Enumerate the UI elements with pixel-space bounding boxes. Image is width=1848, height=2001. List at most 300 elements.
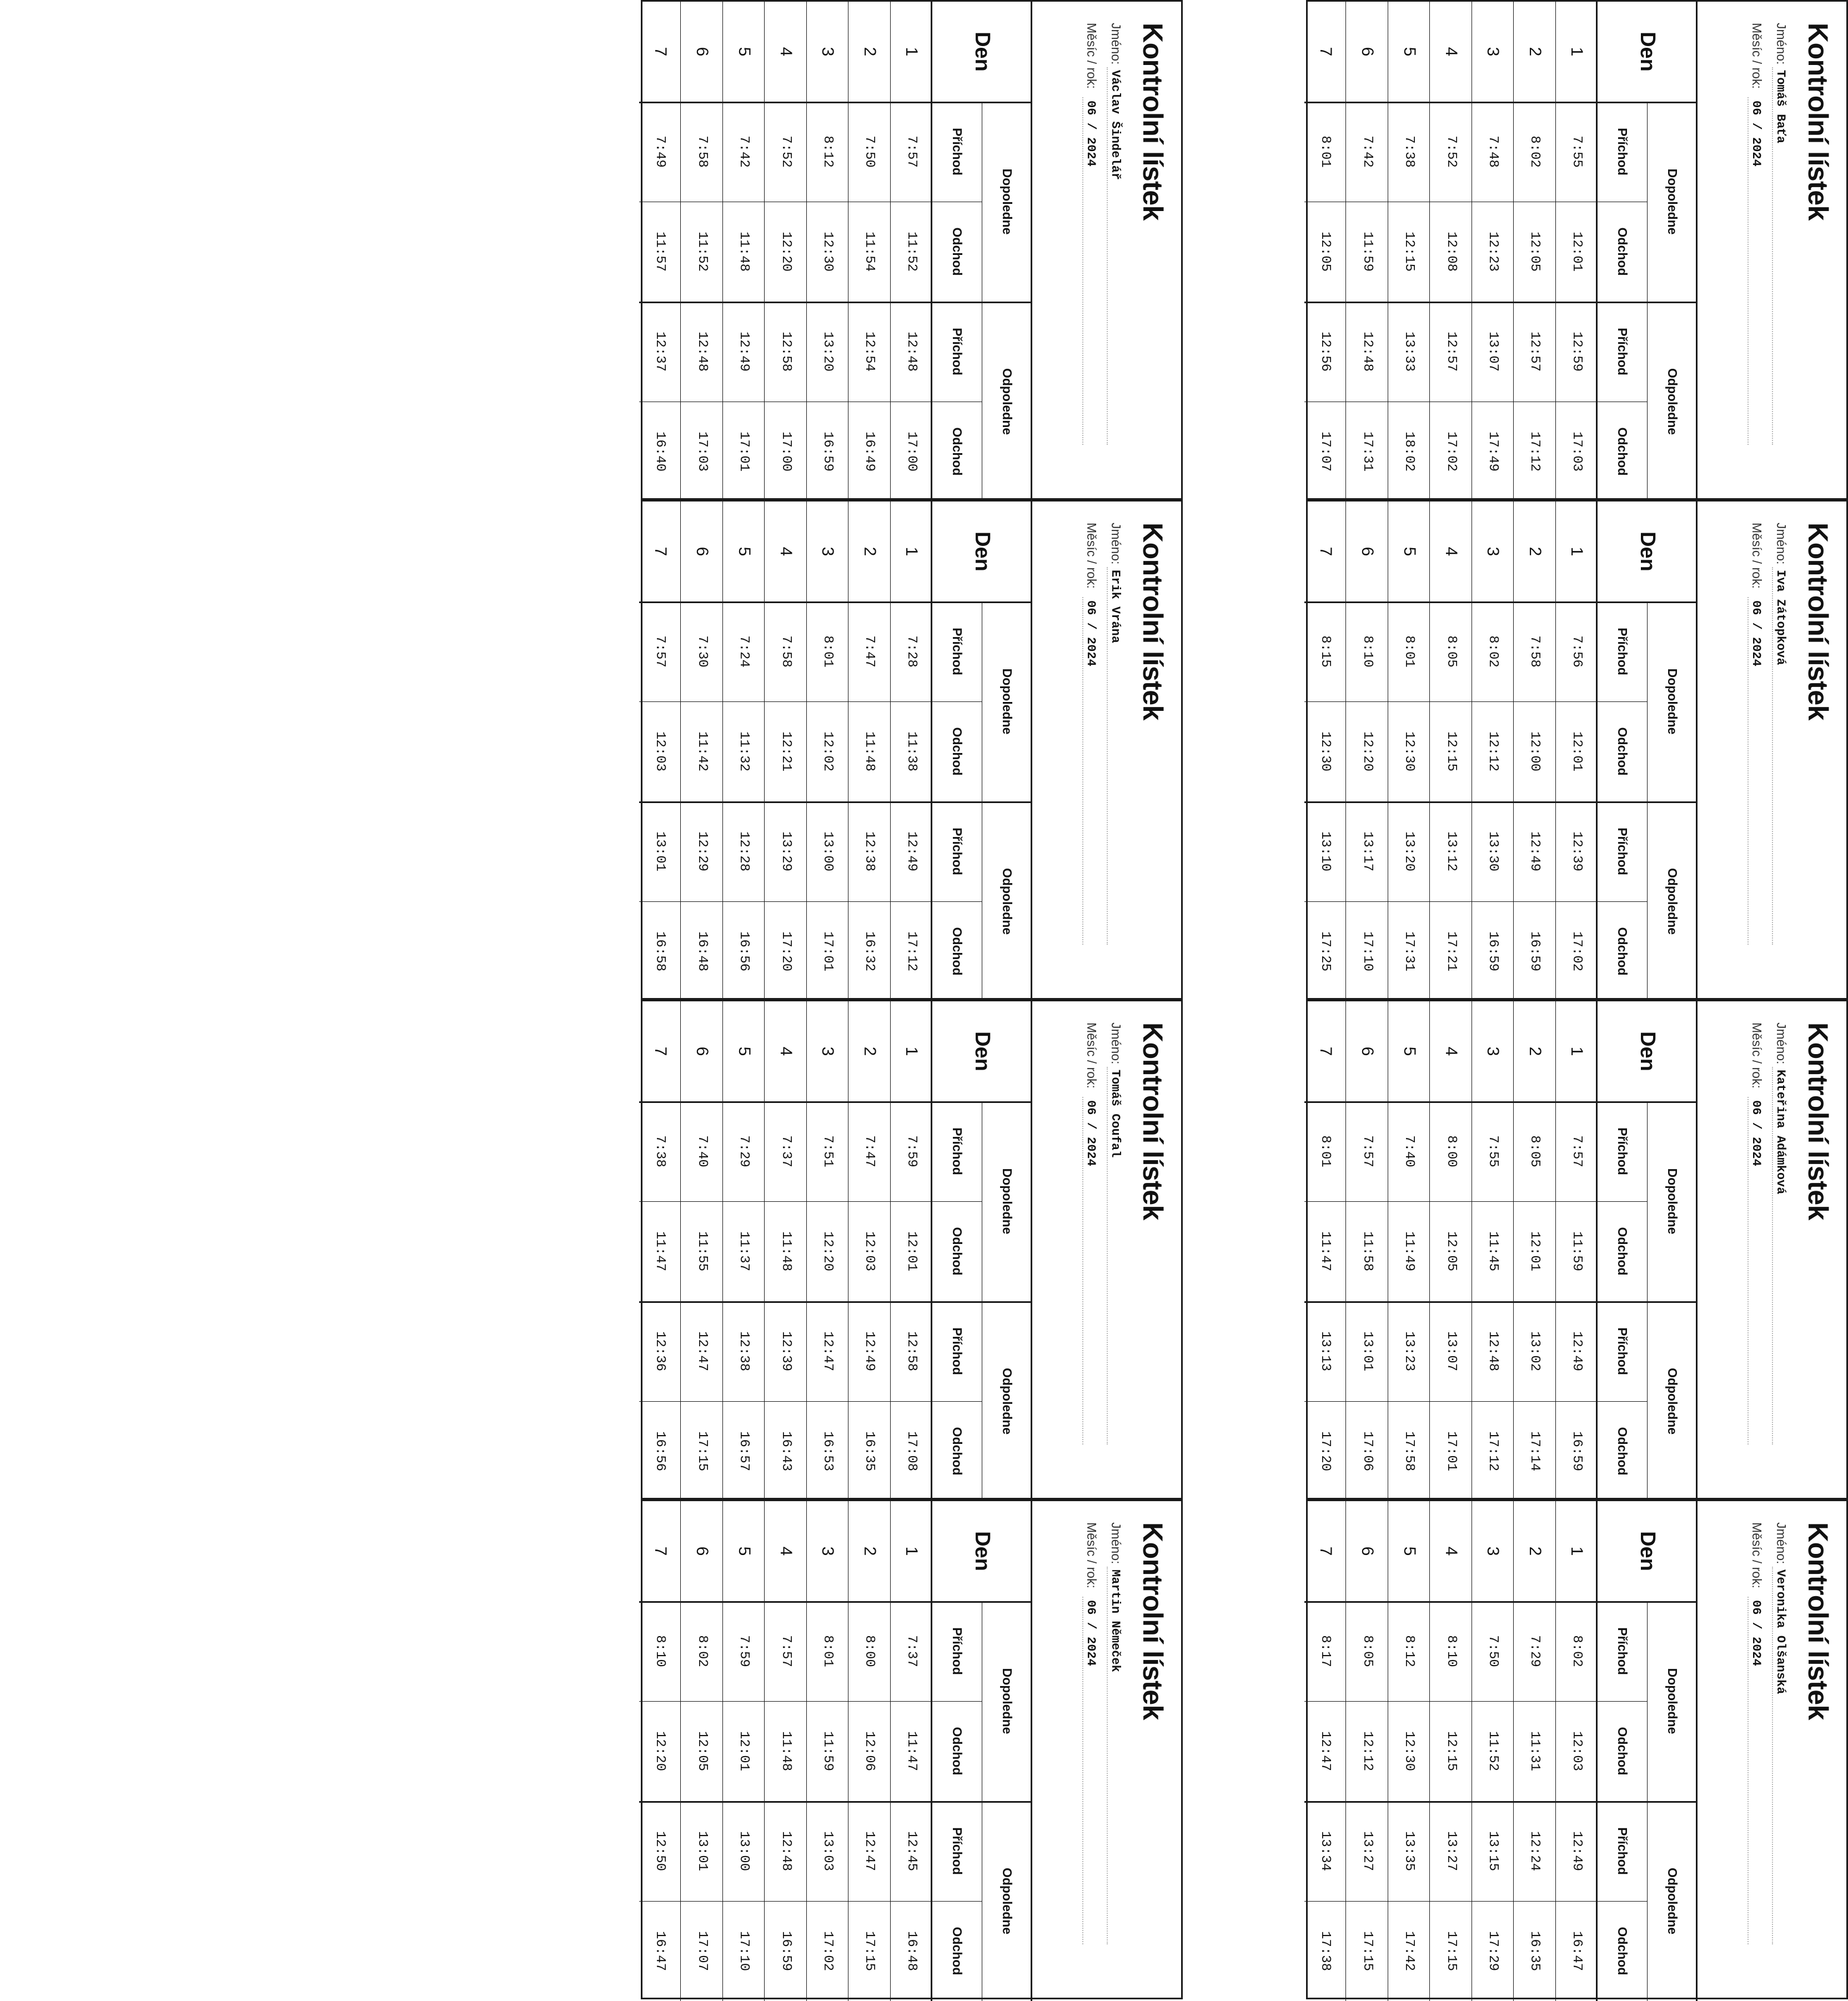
day-number: 4	[1442, 1546, 1461, 1556]
time-cell: 12:23	[1485, 231, 1500, 272]
time-cell: 12:57	[1443, 331, 1459, 372]
time-cell: 17:21	[1443, 931, 1459, 971]
time-cell: 11:52	[1485, 1731, 1500, 1771]
name-row	[1108, 1522, 1123, 1672]
time-cell: 11:48	[778, 1231, 794, 1271]
day-number: 3	[1484, 1046, 1503, 1056]
time-cell: 16:59	[820, 431, 835, 472]
name-row	[1774, 23, 1789, 144]
day-number: 2	[1525, 1046, 1544, 1056]
month-value: 06 / 2024	[1749, 101, 1763, 167]
month-label: Měsíc / rok:	[1084, 1522, 1099, 1588]
time-cell: 17:01	[736, 431, 752, 472]
day-number: 1	[1568, 546, 1586, 556]
time-cell: 16:58	[652, 931, 668, 971]
month-underline	[1747, 1597, 1749, 1944]
day-number: 5	[1400, 1546, 1419, 1556]
time-cell: 12:30	[820, 231, 835, 272]
name-row	[1108, 523, 1123, 644]
time-cell: 17:02	[1569, 931, 1584, 971]
time-cell: 17:38	[1318, 1930, 1333, 1971]
afternoon-arrival-header: Příchod	[1615, 1327, 1630, 1375]
morning-departure-header: Odchod	[950, 1727, 965, 1776]
day-header: Den	[1636, 32, 1660, 72]
time-cell: 12:01	[1569, 731, 1584, 771]
time-cell: 7:30	[694, 635, 710, 668]
time-cell: 12:47	[1318, 1731, 1333, 1771]
day-number: 2	[860, 1546, 879, 1556]
time-cell: 7:52	[1443, 136, 1459, 168]
time-cell: 12:29	[694, 831, 710, 871]
time-cell: 12:48	[1359, 331, 1375, 372]
card-frame	[1306, 1000, 1848, 1500]
time-cell: 13:27	[1359, 1831, 1375, 1871]
time-cell: 7:57	[778, 1635, 794, 1667]
attendance-table	[639, 1001, 1032, 1501]
card-title: Kontrolní lístek	[1802, 1522, 1834, 1720]
time-cell: 8:05	[1527, 1135, 1543, 1167]
morning-arrival-header: Příchod	[950, 1627, 965, 1675]
day-number: 3	[1484, 1546, 1503, 1556]
afternoon-header: Odpoledne	[1000, 1367, 1015, 1435]
time-cell: 16:32	[862, 931, 877, 971]
time-cell: 8:02	[1527, 136, 1543, 168]
time-cell: 11:38	[903, 731, 919, 771]
name-row	[1108, 1022, 1123, 1158]
day-header: Den	[971, 1531, 995, 1571]
time-cell: 13:00	[736, 1831, 752, 1871]
month-label: Měsíc / rok:	[1750, 1522, 1764, 1588]
time-cell: 13:20	[1402, 831, 1417, 871]
name-label: Jméno:	[1774, 23, 1789, 65]
month-underline	[1082, 597, 1083, 945]
morning-departure-header: Odchod	[950, 727, 965, 776]
time-cell: 7:48	[1485, 136, 1500, 168]
time-cell: 12:49	[1527, 831, 1543, 871]
attendance-table	[1304, 501, 1698, 1001]
control-card	[641, 500, 1183, 1000]
card-frame	[641, 0, 1183, 500]
time-cell: 12:30	[1402, 1731, 1417, 1771]
time-cell: 13:00	[820, 831, 835, 871]
day-number: 7	[1316, 1046, 1335, 1056]
attendance-table	[639, 501, 1032, 1001]
day-number: 1	[902, 1046, 921, 1056]
day-number: 5	[735, 546, 754, 556]
time-cell: 17:12	[1527, 431, 1543, 472]
month-value: 06 / 2024	[1084, 1100, 1098, 1166]
time-cell: 16:49	[862, 431, 877, 472]
time-cell: 12:39	[1569, 831, 1584, 871]
morning-departure-header: Odchod	[1615, 227, 1630, 276]
time-cell: 7:47	[862, 635, 877, 668]
time-cell: 8:10	[652, 1635, 668, 1667]
time-cell: 17:01	[1443, 1431, 1459, 1471]
time-cell: 12:12	[1359, 1731, 1375, 1771]
time-cell: 12:58	[903, 1331, 919, 1371]
time-cell: 13:20	[820, 331, 835, 372]
time-cell: 7:50	[1485, 1635, 1500, 1667]
time-cell: 12:20	[652, 1731, 668, 1771]
day-number: 6	[693, 47, 712, 57]
time-cell: 16:53	[820, 1431, 835, 1471]
name-row	[1774, 523, 1789, 665]
time-cell: 17:07	[1318, 431, 1333, 472]
time-cell: 16:35	[1527, 1930, 1543, 1971]
time-cell: 12:36	[652, 1331, 668, 1371]
day-number: 7	[651, 47, 670, 57]
time-cell: 17:07	[694, 1930, 710, 1971]
time-cell: 12:30	[1318, 731, 1333, 771]
day-number: 6	[693, 1546, 712, 1556]
time-cell: 16:43	[778, 1431, 794, 1471]
time-cell: 13:17	[1359, 831, 1375, 871]
time-cell: 7:59	[736, 1635, 752, 1667]
name-value: Iva Zátopková	[1774, 570, 1787, 665]
time-cell: 12:58	[778, 331, 794, 372]
morning-header: Dopoledne	[1000, 1168, 1015, 1235]
time-cell: 12:20	[820, 1231, 835, 1271]
month-underline	[1747, 1097, 1749, 1445]
day-header: Den	[1636, 531, 1660, 571]
time-cell: 16:59	[778, 1930, 794, 1971]
day-number: 7	[651, 546, 670, 556]
time-cell: 7:50	[862, 136, 877, 168]
time-cell: 12:01	[1569, 231, 1584, 272]
day-number: 6	[1358, 546, 1377, 556]
time-cell: 16:35	[862, 1431, 877, 1471]
time-cell: 17:25	[1318, 931, 1333, 971]
name-underline	[1107, 567, 1108, 945]
time-cell: 12:49	[903, 831, 919, 871]
day-number: 6	[1358, 1046, 1377, 1056]
day-number: 7	[1316, 546, 1335, 556]
time-cell: 7:49	[652, 136, 668, 168]
time-cell: 13:07	[1485, 331, 1500, 372]
month-underline	[1082, 97, 1083, 445]
control-card	[641, 1000, 1183, 1500]
time-cell: 17:15	[1359, 1930, 1375, 1971]
time-cell: 7:38	[652, 1135, 668, 1167]
day-number: 1	[1568, 47, 1586, 57]
day-number: 6	[1358, 1546, 1377, 1556]
time-cell: 17:15	[862, 1930, 877, 1971]
time-cell: 16:59	[1485, 931, 1500, 971]
month-value: 06 / 2024	[1749, 1100, 1763, 1166]
control-card	[1306, 1500, 1848, 1999]
name-label: Jméno:	[1774, 1522, 1789, 1564]
time-cell: 8:00	[862, 1635, 877, 1667]
day-number: 3	[818, 546, 837, 556]
time-cell: 11:47	[903, 1731, 919, 1771]
day-number: 3	[818, 47, 837, 57]
time-cell: 12:03	[1569, 1731, 1584, 1771]
afternoon-departure-header: Odchod	[1615, 1427, 1630, 1476]
card-title: Kontrolní lístek	[1137, 523, 1168, 720]
time-cell: 11:52	[903, 231, 919, 272]
time-cell: 12:47	[694, 1331, 710, 1371]
time-cell: 12:59	[1569, 331, 1584, 372]
time-cell: 7:52	[778, 136, 794, 168]
card-frame	[641, 1500, 1183, 1999]
day-number: 3	[1484, 47, 1503, 57]
name-row	[1108, 23, 1123, 180]
afternoon-departure-header: Odchod	[950, 1427, 965, 1476]
card-title: Kontrolní lístek	[1802, 523, 1834, 720]
time-cell: 17:02	[1443, 431, 1459, 472]
month-value: 06 / 2024	[1749, 1600, 1763, 1666]
time-cell: 12:30	[1402, 731, 1417, 771]
card-header	[1698, 501, 1846, 1001]
time-cell: 12:49	[736, 331, 752, 372]
time-cell: 11:32	[736, 731, 752, 771]
card-frame	[1306, 0, 1848, 500]
time-cell: 13:29	[778, 831, 794, 871]
month-value: 06 / 2024	[1749, 600, 1763, 666]
day-number: 1	[902, 47, 921, 57]
morning-departure-header: Odchod	[1615, 727, 1630, 776]
name-row	[1774, 1022, 1789, 1195]
time-cell: 12:12	[1485, 731, 1500, 771]
time-cell: 8:05	[1443, 635, 1459, 668]
month-row	[1749, 1022, 1764, 1166]
time-cell: 12:57	[1527, 331, 1543, 372]
afternoon-header: Odpoledne	[1000, 1867, 1015, 1935]
afternoon-departure-header: Odchod	[1615, 1927, 1630, 1975]
time-cell: 12:49	[1569, 1831, 1584, 1871]
time-cell: 8:01	[1402, 635, 1417, 668]
time-cell: 7:57	[1359, 1135, 1375, 1167]
card-frame	[641, 1000, 1183, 1500]
month-row	[1084, 523, 1099, 666]
time-cell: 12:54	[862, 331, 877, 372]
time-cell: 12:50	[652, 1831, 668, 1871]
time-cell: 12:47	[820, 1331, 835, 1371]
day-number: 5	[735, 1046, 754, 1056]
afternoon-departure-header: Odchod	[1615, 427, 1630, 476]
time-cell: 7:29	[1527, 1635, 1543, 1667]
time-cell: 12:38	[736, 1331, 752, 1371]
day-number: 2	[1525, 546, 1544, 556]
card-title: Kontrolní lístek	[1137, 1522, 1168, 1720]
afternoon-arrival-header: Příchod	[950, 1327, 965, 1375]
time-cell: 8:01	[1318, 136, 1333, 168]
time-cell: 8:17	[1318, 1635, 1333, 1667]
time-cell: 12:08	[1443, 231, 1459, 272]
day-number: 4	[777, 1546, 796, 1556]
time-cell: 17:00	[778, 431, 794, 472]
time-cell: 7:42	[736, 136, 752, 168]
morning-header: Dopoledne	[1665, 168, 1680, 235]
day-number: 5	[735, 1546, 754, 1556]
time-cell: 7:57	[1569, 1135, 1584, 1167]
name-underline	[1107, 67, 1108, 445]
time-cell: 7:40	[694, 1135, 710, 1167]
time-cell: 12:01	[736, 1731, 752, 1771]
day-number: 1	[1568, 1046, 1586, 1056]
morning-departure-header: Odchod	[950, 1227, 965, 1276]
time-cell: 12:15	[1443, 731, 1459, 771]
time-cell: 7:47	[862, 1135, 877, 1167]
time-cell: 12:49	[1569, 1331, 1584, 1371]
name-label: Jméno:	[1109, 523, 1123, 565]
day-number: 2	[860, 47, 879, 57]
time-cell: 17:15	[694, 1431, 710, 1471]
time-cell: 12:15	[1443, 1731, 1459, 1771]
time-cell: 11:59	[1359, 231, 1375, 272]
afternoon-header: Odpoledne	[1665, 1867, 1680, 1935]
time-cell: 17:00	[903, 431, 919, 472]
time-cell: 7:55	[1485, 1135, 1500, 1167]
afternoon-arrival-header: Příchod	[950, 1827, 965, 1875]
time-cell: 13:33	[1402, 331, 1417, 372]
time-cell: 17:12	[903, 931, 919, 971]
time-cell: 12:38	[862, 831, 877, 871]
time-cell: 11:54	[862, 231, 877, 272]
time-cell: 7:57	[652, 635, 668, 668]
day-header: Den	[971, 531, 995, 571]
time-cell: 12:02	[820, 731, 835, 771]
time-cell: 13:01	[652, 831, 668, 871]
card-frame	[1306, 500, 1848, 1000]
day-number: 5	[735, 47, 754, 57]
time-cell: 17:14	[1527, 1431, 1543, 1471]
time-cell: 16:40	[652, 431, 668, 472]
month-label: Měsíc / rok:	[1084, 1022, 1099, 1089]
day-number: 2	[1525, 1546, 1544, 1556]
time-cell: 11:47	[652, 1231, 668, 1271]
day-number: 4	[1442, 47, 1461, 57]
time-cell: 17:12	[1485, 1431, 1500, 1471]
time-cell: 17:08	[903, 1431, 919, 1471]
month-label: Měsíc / rok:	[1750, 23, 1764, 89]
morning-header: Dopoledne	[1665, 668, 1680, 735]
day-header: Den	[1636, 1531, 1660, 1571]
time-cell: 7:37	[903, 1635, 919, 1667]
time-cell: 12:48	[1485, 1331, 1500, 1371]
day-number: 1	[902, 1546, 921, 1556]
card-header	[1698, 1501, 1846, 2001]
name-label: Jméno:	[1774, 523, 1789, 565]
time-cell: 8:12	[820, 136, 835, 168]
time-cell: 17:20	[1318, 1431, 1333, 1471]
time-cell: 12:05	[1443, 1231, 1459, 1271]
time-cell: 7:57	[903, 136, 919, 168]
name-underline	[1772, 1067, 1773, 1445]
month-row	[1749, 23, 1764, 167]
morning-arrival-header: Příchod	[1615, 1627, 1630, 1675]
name-label: Jméno:	[1109, 23, 1123, 65]
time-cell: 12:21	[778, 731, 794, 771]
time-cell: 8:02	[1569, 1635, 1584, 1667]
morning-header: Dopoledne	[1000, 1668, 1015, 1734]
month-row	[1749, 1522, 1764, 1666]
time-cell: 11:37	[736, 1231, 752, 1271]
morning-departure-header: Odchod	[1615, 1727, 1630, 1776]
time-cell: 12:15	[1402, 231, 1417, 272]
afternoon-header: Odpoledne	[1665, 867, 1680, 935]
afternoon-arrival-header: Příchod	[1615, 828, 1630, 875]
day-number: 4	[1442, 546, 1461, 556]
time-cell: 16:59	[1569, 1431, 1584, 1471]
morning-header: Dopoledne	[1665, 1668, 1680, 1734]
time-cell: 16:48	[694, 931, 710, 971]
time-cell: 17:03	[1569, 431, 1584, 472]
time-cell: 11:59	[820, 1731, 835, 1771]
time-cell: 7:56	[1569, 635, 1584, 668]
attendance-table	[639, 2, 1032, 501]
time-cell: 7:51	[820, 1135, 835, 1167]
day-number: 1	[902, 546, 921, 556]
day-header: Den	[971, 1031, 995, 1071]
time-cell: 12:00	[1527, 731, 1543, 771]
name-value: Erik Vrána	[1108, 570, 1122, 644]
afternoon-arrival-header: Příchod	[1615, 328, 1630, 375]
morning-header: Dopoledne	[1665, 1168, 1680, 1235]
afternoon-departure-header: Odchod	[950, 427, 965, 476]
time-cell: 7:42	[1359, 136, 1375, 168]
time-cell: 8:01	[820, 1635, 835, 1667]
morning-arrival-header: Příchod	[1615, 1127, 1630, 1175]
day-number: 6	[693, 1046, 712, 1056]
afternoon-departure-header: Odchod	[950, 1927, 965, 1975]
name-label: Jméno:	[1774, 1022, 1789, 1065]
name-underline	[1772, 567, 1773, 945]
time-cell: 16:59	[1527, 931, 1543, 971]
time-cell: 13:27	[1443, 1831, 1459, 1871]
morning-arrival-header: Příchod	[950, 128, 965, 175]
time-cell: 12:48	[778, 1831, 794, 1871]
card-header	[1032, 1001, 1181, 1501]
time-cell: 17:10	[1359, 931, 1375, 971]
time-cell: 7:58	[694, 136, 710, 168]
time-cell: 13:10	[1318, 831, 1333, 871]
month-label: Měsíc / rok:	[1750, 1022, 1764, 1089]
card-title: Kontrolní lístek	[1802, 23, 1834, 220]
attendance-table	[1304, 2, 1698, 501]
time-cell: 17:29	[1485, 1930, 1500, 1971]
time-cell: 16:47	[652, 1930, 668, 1971]
morning-departure-header: Odchod	[950, 227, 965, 276]
card-title: Kontrolní lístek	[1137, 23, 1168, 220]
afternoon-arrival-header: Příchod	[950, 828, 965, 875]
time-cell: 8:15	[1318, 635, 1333, 668]
day-number: 4	[1442, 1046, 1461, 1056]
afternoon-header: Odpoledne	[1000, 368, 1015, 435]
time-cell: 7:59	[903, 1135, 919, 1167]
control-card	[1306, 0, 1848, 500]
time-cell: 12:05	[694, 1731, 710, 1771]
time-cell: 12:45	[903, 1831, 919, 1871]
time-cell: 17:20	[778, 931, 794, 971]
morning-arrival-header: Příchod	[1615, 128, 1630, 175]
card-header	[1698, 1001, 1846, 1501]
time-cell: 12:24	[1527, 1831, 1543, 1871]
day-number: 5	[1400, 546, 1419, 556]
day-number: 5	[1400, 47, 1419, 57]
time-cell: 13:23	[1402, 1331, 1417, 1371]
time-cell: 12:49	[862, 1331, 877, 1371]
afternoon-departure-header: Odchod	[950, 927, 965, 976]
time-cell: 11:48	[862, 731, 877, 771]
day-number: 3	[818, 1046, 837, 1056]
time-cell: 7:40	[1402, 1135, 1417, 1167]
time-cell: 17:01	[820, 931, 835, 971]
name-underline	[1772, 1567, 1773, 1944]
time-cell: 7:58	[778, 635, 794, 668]
time-cell: 8:10	[1359, 635, 1375, 668]
time-cell: 13:03	[820, 1831, 835, 1871]
